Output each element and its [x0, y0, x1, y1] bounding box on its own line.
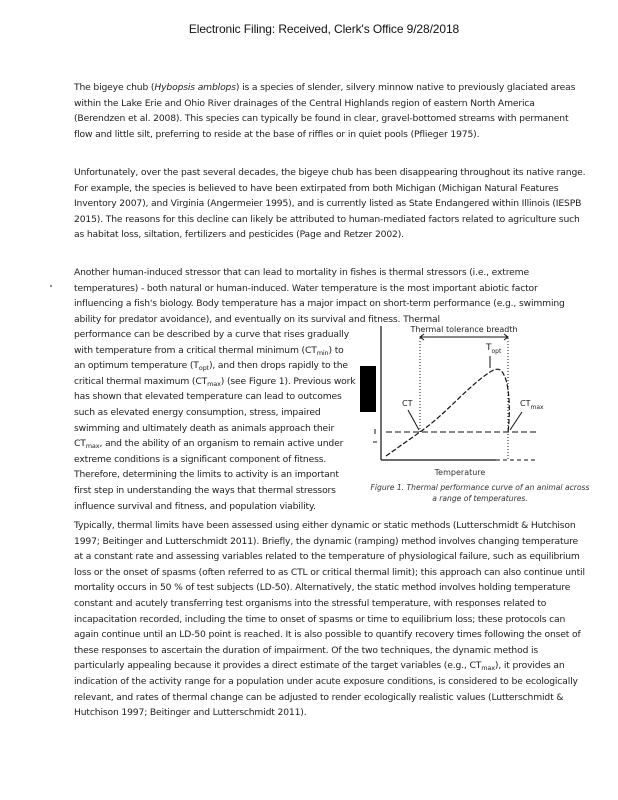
subscript: max: [481, 664, 495, 673]
text: performance can be described by a curve that rises gradually with temperature from a critical thermal minimum (CT: [74, 329, 350, 356]
paragraph-methods: [74, 518, 586, 721]
x-axis-label: Temperature: [434, 468, 486, 477]
text: , and the ability of an organism to remain active under extreme conditions is a significant component of fitness. Therefore, determining the limits to activity is an important first step in understanding the ways that thermal stressors influence survival and fitness, and population viability.: [74, 438, 344, 512]
ctmax-arrow: [510, 412, 522, 430]
text: Typically, thermal limits have been assessed using either dynamic or static methods (Lutterschmidt & Hutchison 1997; Beitinger and Lutterschmidt 2011). Briefly, the dynamic (ramping) method involves changing temperature at a constant rate and assessing variables related to the temperature of physiological failure, such as equilibrium loss or the onset of spasms (often referred to as CTL or critical thermal limit); this approach can also continue until mortality occurs in 50 % of test subjects (LD-50). Alternatively, the static method involves holding temperature constant and acutely transferring test organisms into the stressful temperature, with responses related to incapacitation recorded, including the time to onset of spasms or time to equilibrium loss; these protocols can again continue until an LD-50 point is reached. It is also possible to quantify recovery times following the onset of these responses to ascertain the duration of impairment. Of the two techniques, the dynamic method is particularly appealing because it provides a direct estimate of the target variables (e.g., CT: [74, 520, 585, 672]
bracket-label: Thermal tolerance breadth: [410, 325, 518, 334]
ctmin-arrow: [408, 410, 419, 430]
subscript: opt: [198, 364, 209, 373]
text: ) (see Figure 1). Previous work has shown that elevated temperature can lead to outcomes such as elevated energy consumption, stress, impaired swimming and ultimately death as animals approach their CT: [74, 375, 356, 450]
text: The bigeye chub (: [74, 82, 155, 93]
ctmax-label: $CT_{max}$: [520, 399, 544, 411]
figure-caption: [368, 482, 592, 504]
text: ) to an optimum temperature (T: [74, 344, 344, 372]
paragraph-thermal-wrapped: [74, 327, 356, 514]
paragraph-intro: [74, 80, 586, 142]
species-name: Hybopsis amblops: [154, 82, 236, 93]
redaction-block: [360, 366, 376, 412]
ctmin-label: CT: [402, 399, 413, 408]
topt-label: $T_{opt}$: [486, 343, 502, 355]
subscript: max: [85, 442, 100, 451]
figure-graphic: [356, 318, 592, 508]
performance-curve: [386, 369, 509, 456]
caption-text: Thermal performance curve of an animal across a range of temperatures.: [404, 483, 590, 503]
text: ) is a species of slender, silvery minnow native to previously glaciated areas within the Lake Erie and Ohio River drainages of the Central Highlands region of eastern North America (Berendzen et al. 2008). This species can typically be found in clear, gravel-bottomed streams with permanent flow and little silt, preferring to reside at the base of riffles or in quiet pools (Pflieger 1975).: [74, 82, 576, 140]
subscript: max: [207, 379, 221, 388]
thermal-performance-figure: [356, 318, 592, 508]
paragraph-decline: Unfortunately, over the past several decades, the bigeye chub has been disappearing throughout its native range. For example, the species is believed to have been extirpated from both Michigan (Michigan Natural Features Inventory 2007), and Virginia (Angermeier 1995), and is currently listed as State Endangered within Illinois (IESPB 2015). The reasons for this decline can likely be attributed to human-mediated factors related to agriculture such as habitat loss, siltation, fertilizers and pesticides (Page and Retzer 2002).: [74, 167, 586, 241]
text: ), and then drops rapidly to the critical thermal maximum (CT: [74, 360, 348, 387]
paragraph-thermal-full: Another human-induced stressor that can lead to mortality in fishes is thermal stressors (i.e., extreme temperatures) - both natural or human-induced. Water temperature is the most important abiotic factor influencing a fish's biology. Body temperature has a major impact on short-term performance (e.g., swimming ability for predator avoidance), and eventually on its survival and fitness. Thermal: [74, 267, 565, 325]
filing-stamp: Electronic Filing: Received, Clerk's Office 9/28/2018: [188, 22, 460, 36]
caption-label: Figure 1.: [370, 483, 405, 492]
subscript: min: [316, 348, 329, 357]
margin-mark: [50, 285, 52, 287]
text: ), it provides an indication of the activity range for a population under acute exposure conditions, is considered to be ecologically relevant, and rates of thermal change can be adjusted to render ecologically realistic values (Lutterschmidt & Hutchison 1997; Beitinger and Lutterschmidt 2011).: [74, 660, 578, 719]
